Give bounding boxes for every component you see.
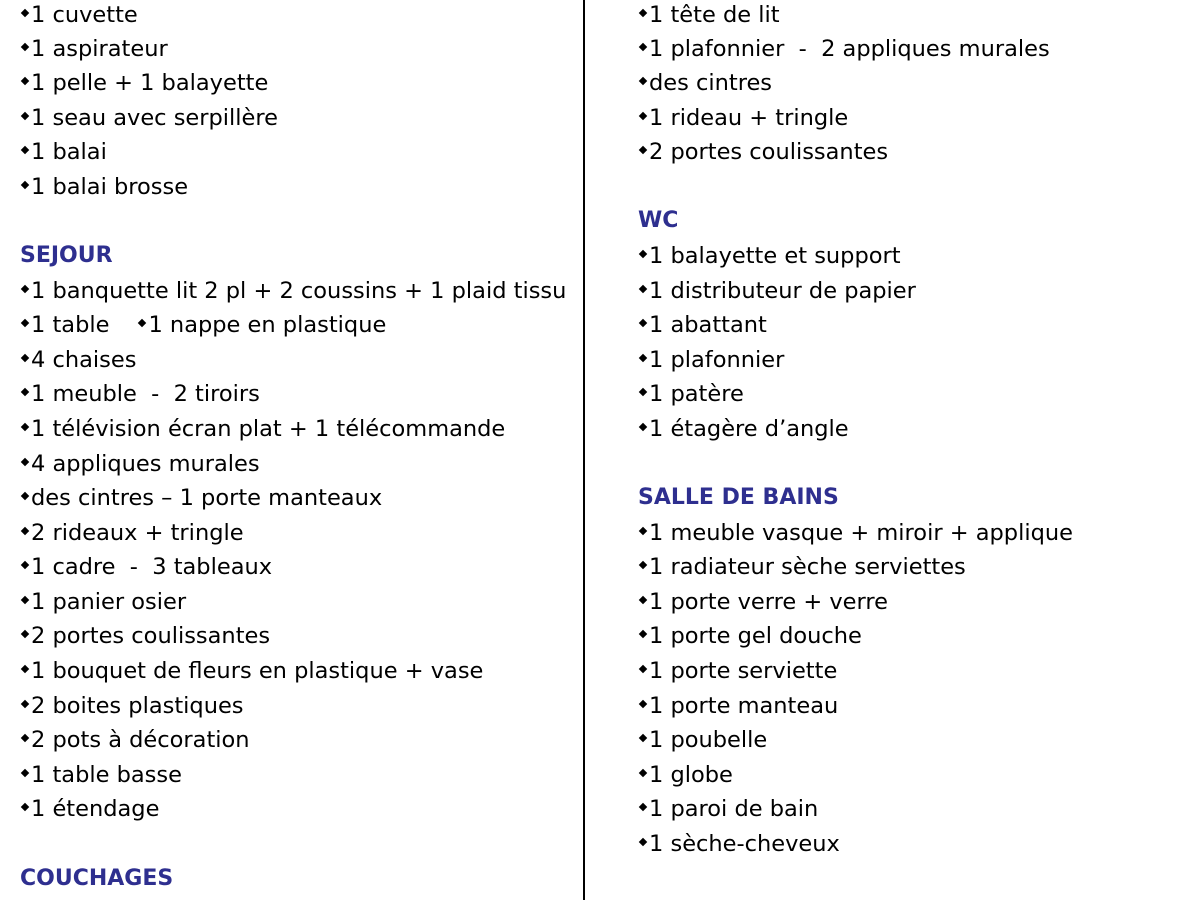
diamond-bullet-icon xyxy=(21,734,29,742)
diamond-bullet-icon xyxy=(639,630,647,638)
list-item: 1 étendage xyxy=(20,794,159,828)
diamond-bullet-icon xyxy=(21,354,29,362)
list-item: 1 patère xyxy=(638,379,744,413)
diamond-bullet-icon xyxy=(639,112,647,120)
diamond-bullet-icon xyxy=(21,596,29,604)
diamond-bullet-icon xyxy=(21,181,29,189)
list-item: 1 table basse xyxy=(20,760,182,794)
list-item: 2 portes coulissantes xyxy=(638,137,888,171)
diamond-bullet-icon xyxy=(21,77,29,85)
list-item: 2 portes coulissantes xyxy=(20,621,270,655)
list-item: 1 cadre - 3 tableaux xyxy=(20,552,272,586)
diamond-bullet-icon xyxy=(21,458,29,466)
list-item: 1 meuble - 2 tiroirs xyxy=(20,379,260,413)
list-item: 1 globe xyxy=(638,760,733,794)
diamond-bullet-icon xyxy=(639,527,647,535)
diamond-bullet-icon xyxy=(639,596,647,604)
diamond-bullet-icon xyxy=(639,9,647,17)
list-item: 1 radiateur sèche serviettes xyxy=(638,552,966,586)
diamond-bullet-icon xyxy=(639,803,647,811)
diamond-bullet-icon xyxy=(21,665,29,673)
diamond-bullet-icon xyxy=(639,838,647,846)
diamond-bullet-icon xyxy=(21,112,29,120)
left-column xyxy=(20,0,580,900)
list-item: 1 paroi de bain xyxy=(638,794,818,828)
list-item: 1 plafonnier xyxy=(638,345,784,379)
list-item: 1 poubelle xyxy=(638,725,767,759)
diamond-bullet-icon xyxy=(138,319,146,327)
right-column xyxy=(638,0,1183,900)
list-item: 1 abattant xyxy=(638,310,767,344)
list-item: 1 panier osier xyxy=(20,587,186,621)
list-item: 1 plafonnier - 2 appliques murales xyxy=(638,34,1050,68)
list-item: des cintres – 1 porte manteaux xyxy=(20,483,382,517)
diamond-bullet-icon xyxy=(21,146,29,154)
diamond-bullet-icon xyxy=(21,527,29,535)
list-item: 1 porte manteau xyxy=(638,691,838,725)
diamond-bullet-icon xyxy=(639,700,647,708)
list-item: 1 rideau + tringle xyxy=(638,103,848,137)
list-item: 1 cuvette xyxy=(20,0,138,34)
section-heading-couchages: COUCHAGES xyxy=(20,866,174,891)
list-item: 1 porte serviette xyxy=(638,656,837,690)
list-item: 1 balai xyxy=(20,137,107,171)
diamond-bullet-icon xyxy=(639,423,647,431)
diamond-bullet-icon xyxy=(639,388,647,396)
diamond-bullet-icon xyxy=(639,319,647,327)
diamond-bullet-icon xyxy=(21,388,29,396)
diamond-bullet-icon xyxy=(21,630,29,638)
diamond-bullet-icon xyxy=(21,700,29,708)
diamond-bullet-icon xyxy=(639,769,647,777)
diamond-bullet-icon xyxy=(21,9,29,17)
list-item: 1 étagère d’angle xyxy=(638,414,849,448)
diamond-bullet-icon xyxy=(639,285,647,293)
list-item: 1 banquette lit 2 pl + 2 coussins + 1 plaid tissu xyxy=(20,276,566,310)
list-item: 1 porte gel douche xyxy=(638,621,862,655)
diamond-bullet-icon xyxy=(639,561,647,569)
section-heading-sejour: SEJOUR xyxy=(20,243,113,268)
list-item: 1 meuble vasque + miroir + applique xyxy=(638,518,1073,552)
list-item: des cintres xyxy=(638,68,772,102)
diamond-bullet-icon xyxy=(639,734,647,742)
diamond-bullet-icon xyxy=(21,423,29,431)
diamond-bullet-icon xyxy=(21,319,29,327)
diamond-bullet-icon xyxy=(639,43,647,51)
diamond-bullet-icon xyxy=(21,492,29,500)
list-item: 1 bouquet de fleurs en plastique + vase xyxy=(20,656,483,690)
list-item: 1 table 1 nappe en plastique xyxy=(20,310,386,344)
section-heading-wc: WC xyxy=(638,208,679,233)
list-item: 4 appliques murales xyxy=(20,449,260,483)
diamond-bullet-icon xyxy=(639,665,647,673)
diamond-bullet-icon xyxy=(21,561,29,569)
diamond-bullet-icon xyxy=(639,77,647,85)
diamond-bullet-icon xyxy=(21,285,29,293)
list-item: 1 sèche-cheveux xyxy=(638,829,840,863)
diamond-bullet-icon xyxy=(639,354,647,362)
list-item: 2 boites plastiques xyxy=(20,691,244,725)
list-item: 1 porte verre + verre xyxy=(638,587,888,621)
diamond-bullet-icon xyxy=(639,146,647,154)
list-item: 1 seau avec serpillère xyxy=(20,103,278,137)
diamond-bullet-icon xyxy=(639,250,647,258)
list-item: 1 pelle + 1 balayette xyxy=(20,68,268,102)
diamond-bullet-icon xyxy=(21,769,29,777)
list-item: 2 pots à décoration xyxy=(20,725,250,759)
list-item: 2 rideaux + tringle xyxy=(20,518,244,552)
diamond-bullet-icon xyxy=(21,43,29,51)
list-item: 1 aspirateur xyxy=(20,34,168,68)
list-item: 1 balayette et support xyxy=(638,241,901,275)
list-item: 1 tête de lit xyxy=(638,0,780,34)
column-divider xyxy=(583,0,585,900)
diamond-bullet-icon xyxy=(21,803,29,811)
list-item: 1 balai brosse xyxy=(20,172,188,206)
list-item: 1 distributeur de papier xyxy=(638,276,916,310)
section-heading-salle-de-bains: SALLE DE BAINS xyxy=(638,485,839,510)
list-item: 4 chaises xyxy=(20,345,136,379)
list-item: 1 télévision écran plat + 1 télécommande xyxy=(20,414,505,448)
